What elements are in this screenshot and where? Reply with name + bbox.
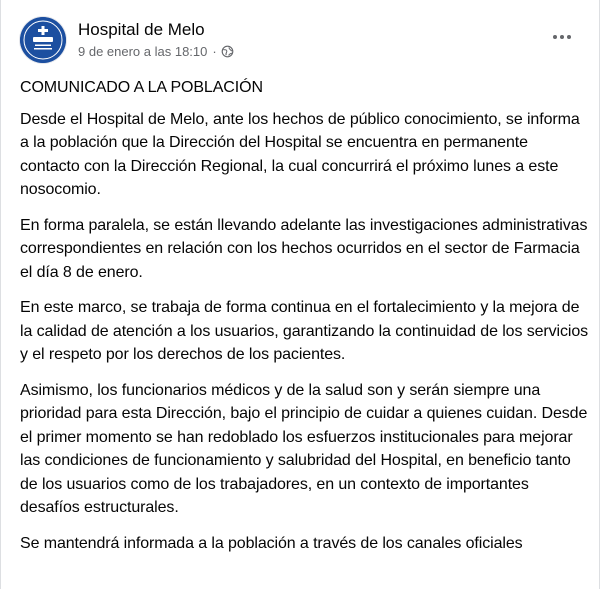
- page-avatar[interactable]: [20, 17, 66, 63]
- post-paragraph: Se mantendrá informada a la población a través de los canales oficiales: [20, 534, 523, 552]
- asse-logo-icon: [20, 17, 66, 63]
- post-paragraph: En este marco, se trabaja de forma continua en el fortalecimiento y la mejora de la calidad de atención a los usuarios, garantizando la continuidad de los servicios y el respeto por los derechos de los pacientes.: [20, 299, 589, 363]
- post-paragraph: Asimismo, los funcionarios médicos y de la salud son y serán siempre una prioridad para esta Dirección, bajo el principio de cuidar a quienes cuidan. Desde el primer momento se han redoblado los esfuerzos institucionales para mejorar las condiciones de funcionamiento y salubridad del Hospital, en beneficio tanto de los usuarios como de los trabajadores, en un contexto de importantes desafíos estructurales.: [20, 381, 588, 516]
- more-options-icon[interactable]: [549, 27, 575, 47]
- meta-separator: ·: [212, 44, 217, 59]
- post-header: [20, 17, 585, 63]
- post-paragraph: Desde el Hospital de Melo, ante los hechos de público conocimiento, se informa a la población que la Dirección del Hospital se encuentra en permanente contacto con la Dirección Regional, la cual concurrirá el próximo lunes a este nosocomio.: [20, 110, 580, 198]
- globe-icon[interactable]: [221, 45, 234, 58]
- page-name[interactable]: Hospital de Melo: [78, 20, 205, 39]
- post-meta: [78, 44, 234, 59]
- post-heading: COMUNICADO A LA POBLACIÓN: [20, 79, 263, 96]
- post-timestamp[interactable]: 9 de enero a las 18:10: [78, 44, 208, 59]
- post-paragraph: En forma paralela, se están llevando adelante las investigaciones administrativas correspondientes en relación con los hechos ocurridos en el sector de Farmacia el día 8 de enero.: [20, 216, 588, 281]
- post-body: [20, 76, 590, 567]
